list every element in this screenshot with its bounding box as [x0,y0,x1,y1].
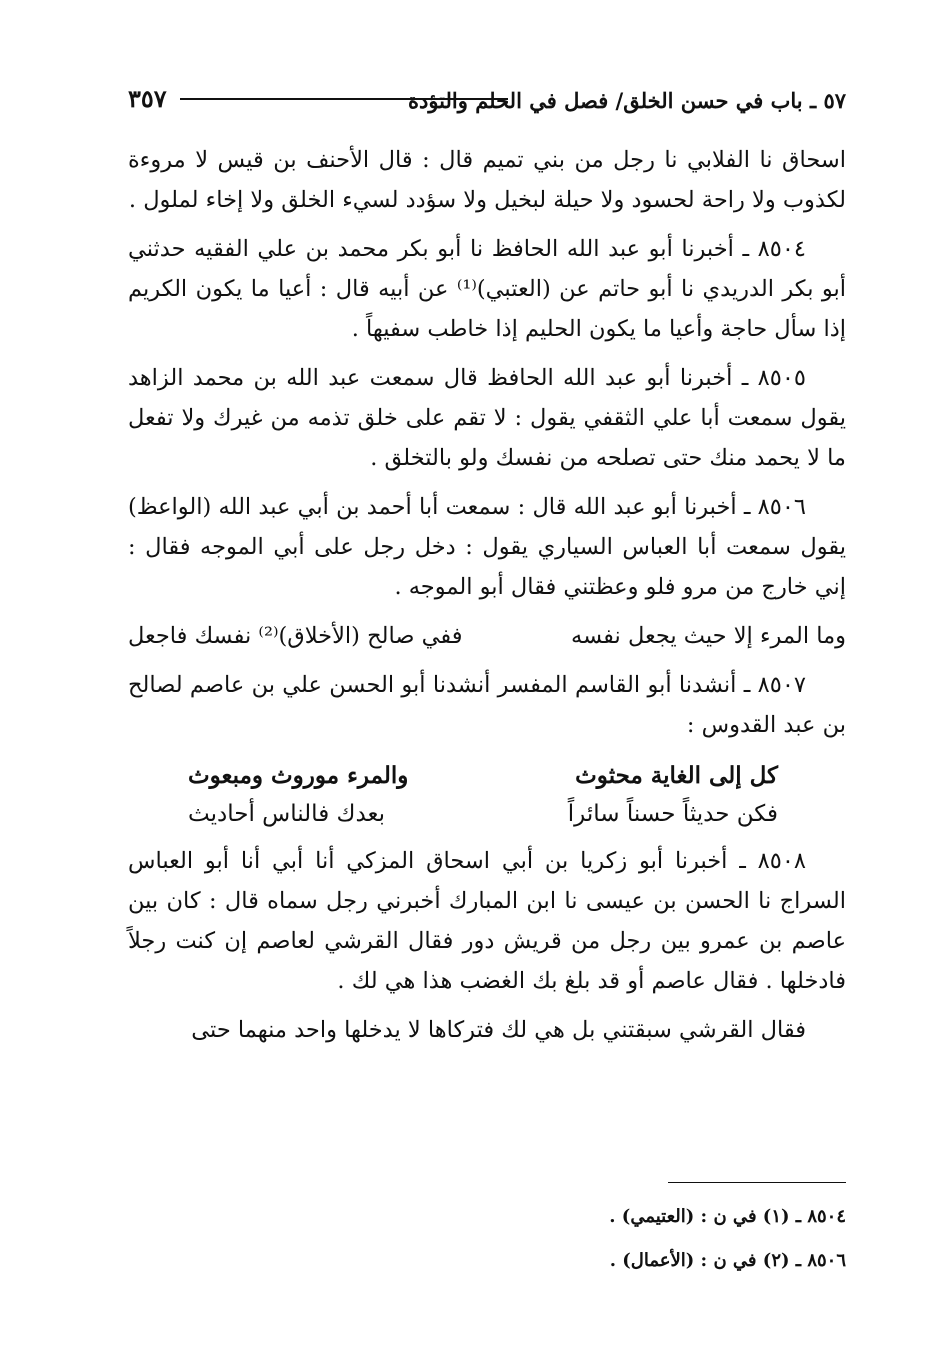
paragraph-continued: فقال القرشي سبقتني بل هي لك فتركاها لا يدخلها واحد منهما حتى [191,1017,806,1043]
poem-line-2-first: فكن حديثاً حسناً سائراً [567,801,778,827]
poem-line-1-second: والمرء موروث ومبعوث [188,762,409,789]
poem-line-1 [188,757,778,795]
paragraph-8504: ٨٥٠٤ ـ أخبرنا أبو عبد الله الحافظ نا أبو بكر محمد بن علي الفقيه حدثني أبو بكر الدريدي نا أبو حاتم عن (العتبي)⁽¹⁾ عن أبيه قال : أعيا ما يكون الكريم إذا سأل حاجة وأعيا ما يكون الحليم إذا خاطب سفيهاً . [128,236,846,342]
paragraph-8506: ٨٥٠٦ ـ أخبرنا أبو عبد الله قال : سمعت أبا أحمد بن أبي عبد الله (الواعظ) يقول سمعت أبا العباس السياري يقول : دخل رجل على أبي الموجه فقال : إني خارج من مرو فلو وعظتني فقال أبو الموجه . [128,494,846,600]
chapter-title: ٥٧ ـ باب في حسن الخلق/ فصل في الحلم والتؤدة [407,88,846,113]
paragraph-8505: ٨٥٠٥ ـ أخبرنا أبو عبد الله الحافظ قال سمعت عبد الله بن محمد الزاهد يقول سمعت أبا علي الثقفي يقول : لا تقم على خلق تذمه من غيرك ولا تفعل ما لا يحمد منك حتى تصلحه من نفسك ولو بالتخلق . [128,365,846,471]
verse-second-hemistich: ففي صالح (الأخلاق)⁽²⁾ نفسك فاجعل [128,623,463,649]
footnotes [326,1195,846,1283]
verse-first-hemistich: وما المرء إلا حيث يجعل نفسه [571,623,846,649]
poem-line-2 [188,795,778,833]
paragraph-continuation: اسحاق نا الفلابي نا رجل من بني تميم قال : قال الأحنف بن قيس لا مروءة لكذوب ولا راحة لحسود ولا حيلة لبخيل ولا سؤدد لسيء الخلق ولا إخاء لملول . [128,147,846,213]
poem [188,757,778,833]
poem-line-2-second: بعدك فالناس أحاديث [188,801,386,827]
page-number: ٣٥٧ [128,84,167,113]
paragraph-8507: ٨٥٠٧ ـ أنشدنا أبو القاسم المفسر أنشدنا أبو الحسن علي بن عاصم لصالح بن عبد القدوس : [128,672,846,738]
footnote-1: ٨٥٠٤ ـ (١) في ن : (العتيمي) . [609,1206,846,1227]
verse-line [128,616,846,656]
page-body [128,140,846,1059]
poem-line-1-first: كل إلى الغاية محثوث [575,762,778,789]
header-rule [180,98,508,100]
footnote-2: ٨٥٠٦ ـ (٢) في ن : (الأعمال) . [609,1250,846,1271]
page-header [128,84,846,118]
paragraph-8508: ٨٥٠٨ ـ أخبرنا أبو زكريا بن أبي اسحاق المزكي أنا أبي أنا أبو العباس السراج نا الحسن بن عيسى نا ابن المبارك أخبرني رجل سماه قال : كان بين عاصم بن عمرو بين رجل من قريش دور فقال القرشي لعاصم إن كنت رجلاً فادخلها . فقال عاصم أو قد بلغ بك الغضب هذا هي لك . [128,848,846,994]
footnote-rule [668,1182,846,1183]
